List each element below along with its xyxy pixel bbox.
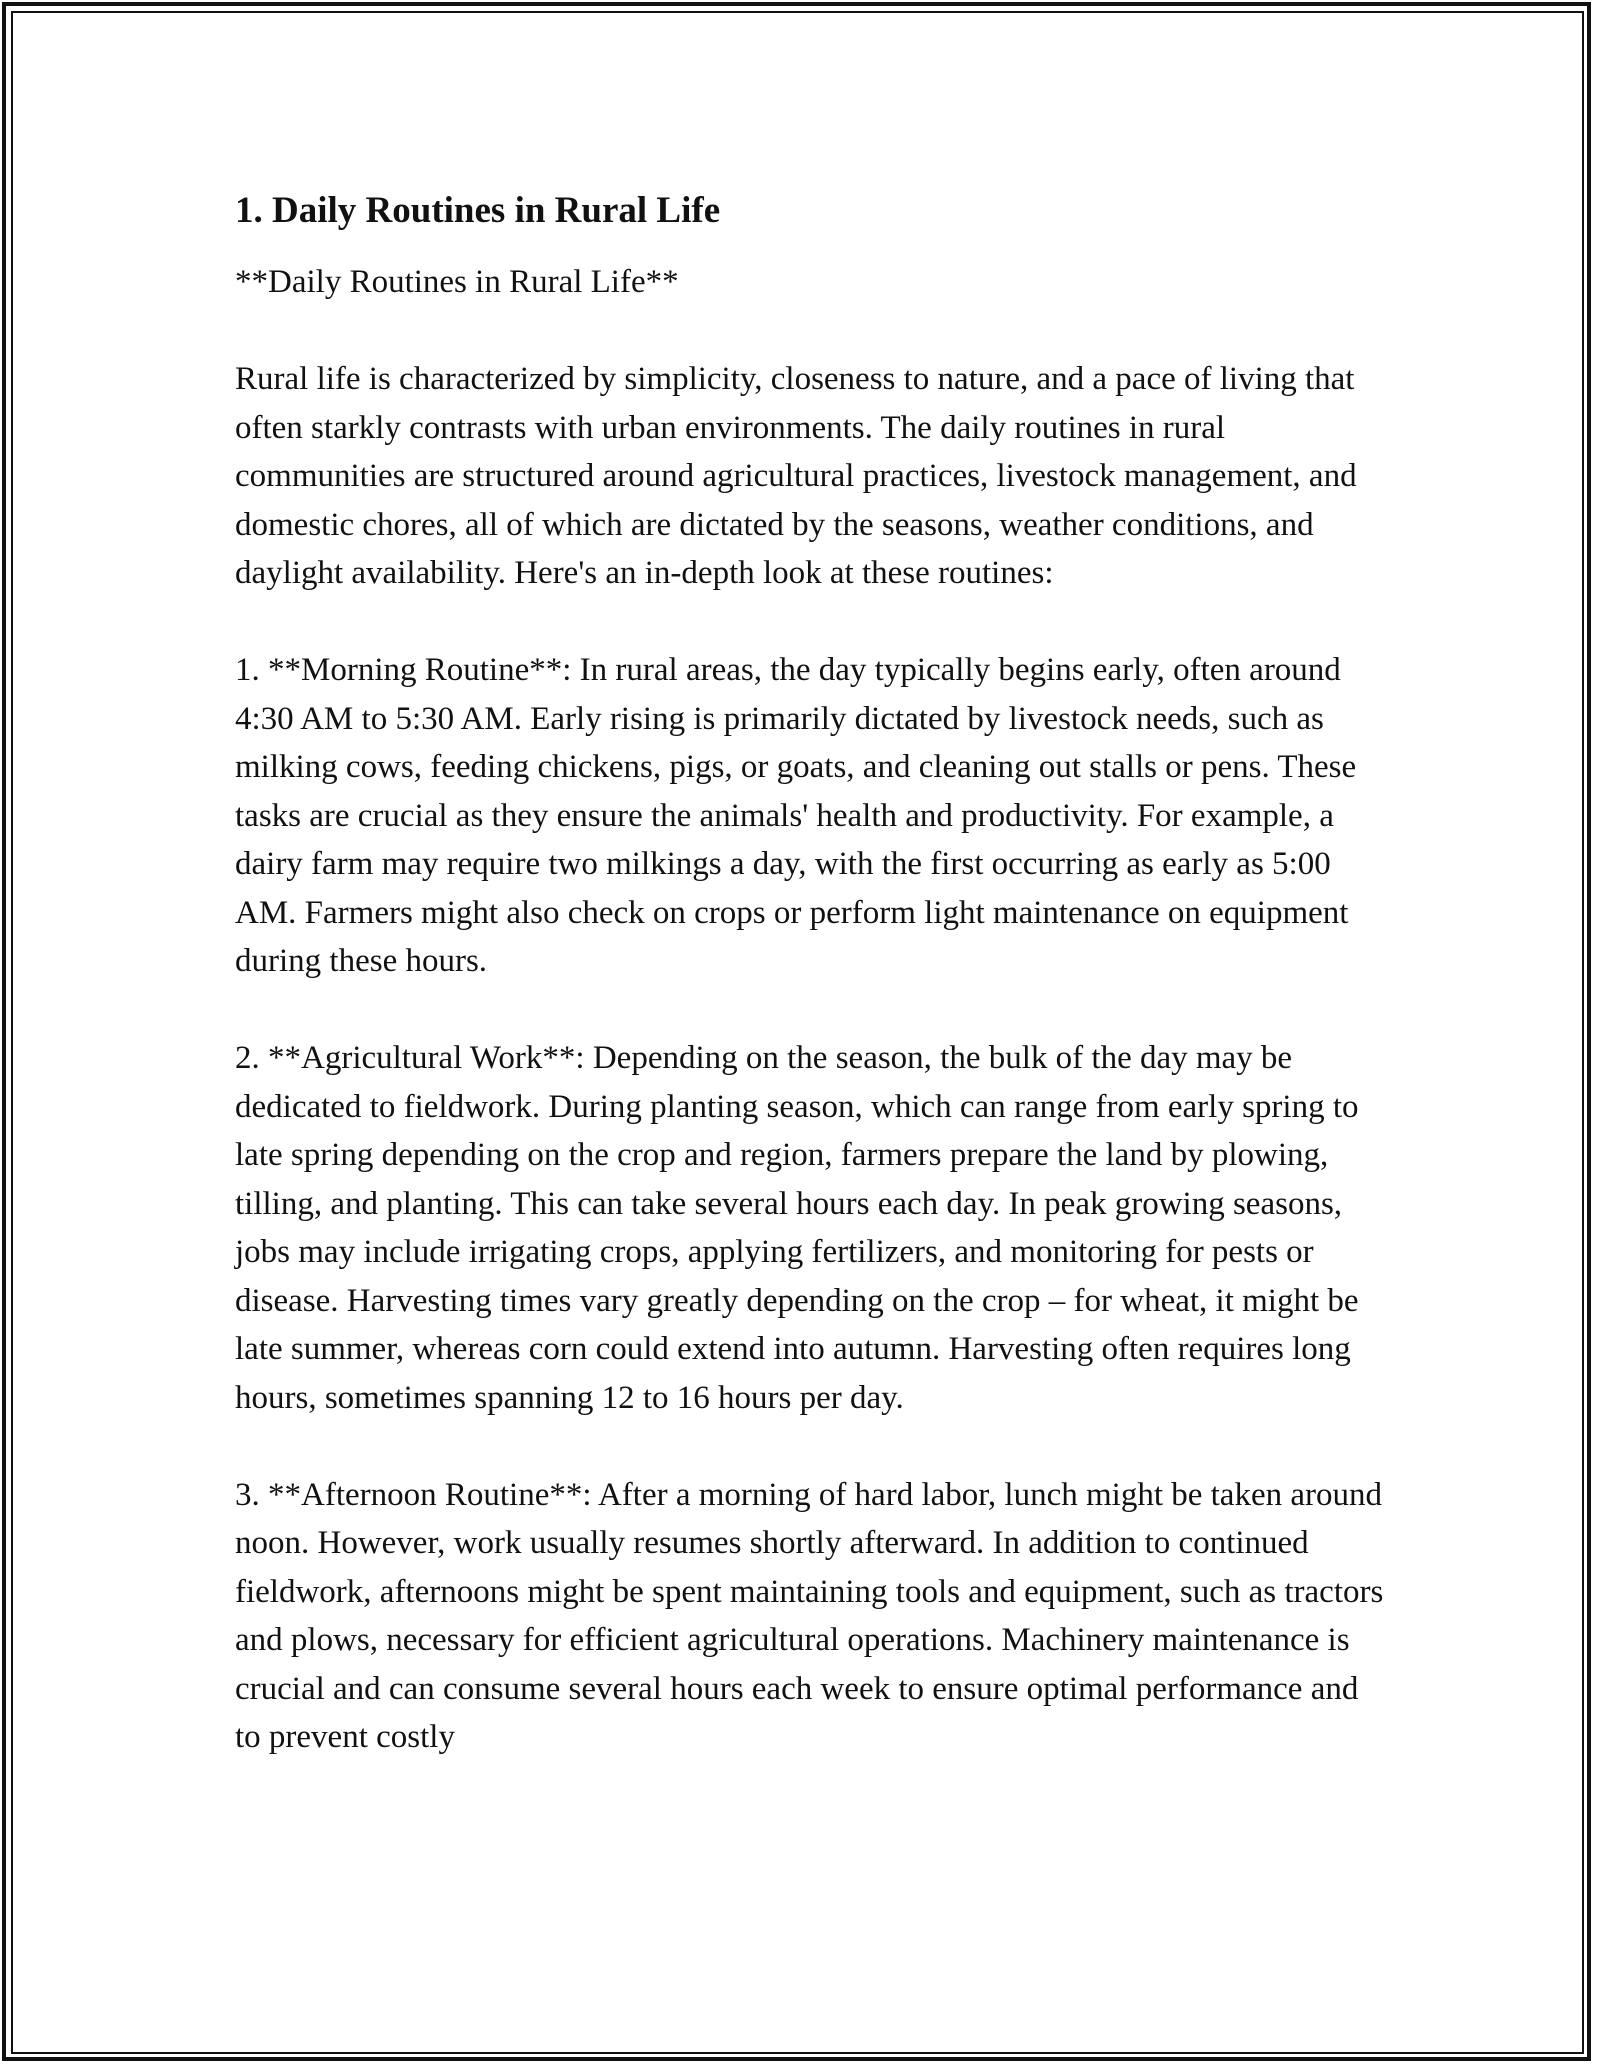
paragraph-afternoon-routine: 3. **Afternoon Routine**: After a morning of hard labor, lunch might be taken around noon. However, work usually resumes shortly afterward. In addition to continued fieldwork, afternoons might be spent maintaining tools and equipment, such as tractors and plows, necessary for efficient agricultural operations. Machinery maintenance is crucial and can consume several hours each week to ensure optimal performance and to prevent costly — [235, 1476, 1384, 1755]
paragraph-morning-routine: 1. **Morning Routine**: In rural areas, the day typically begins early, often around 4:30 AM to 5:30 AM. Early rising is primarily dictated by livestock needs, such as milking cows, feeding chickens, pigs, or goats, and cleaning out stalls or pens. These tasks are crucial as they ensure the animals' health and productivity. For example, a dairy farm may require two milkings a day, with the first occurring as early as 5:00 AM. Farmers might also check on crops or perform light maintenance on equipment during these hours. — [235, 652, 1357, 979]
subtitle: **Daily Routines in Rural Life** — [235, 264, 679, 300]
page-title: 1. Daily Routines in Rural Life — [235, 190, 721, 231]
document-body — [235, 184, 1385, 1762]
paragraph-intro: Rural life is characterized by simplicity, closeness to nature, and a pace of living that often starkly contrasts with urban environments. The daily routines in rural communities are structured around agricultural practices, livestock management, and domestic chores, all of which are dictated by the seasons, weather conditions, and daylight availability. Here's an in-depth look at these routines: — [235, 361, 1357, 591]
paragraph-agricultural-work: 2. **Agricultural Work**: Depending on the season, the bulk of the day may be dedicated to fieldwork. During planting season, which can range from early spring to late spring depending on the crop and region, farmers prepare the land by plowing, tilling, and planting. This can take several hours each day. In peak growing seasons, jobs may include irrigating crops, applying fertilizers, and monitoring for pests or disease. Harvesting times vary greatly depending on the crop – for wheat, it might be late summer, whereas corn could extend into autumn. Harvesting often requires long hours, sometimes spanning 12 to 16 hours per day. — [235, 1040, 1359, 1416]
